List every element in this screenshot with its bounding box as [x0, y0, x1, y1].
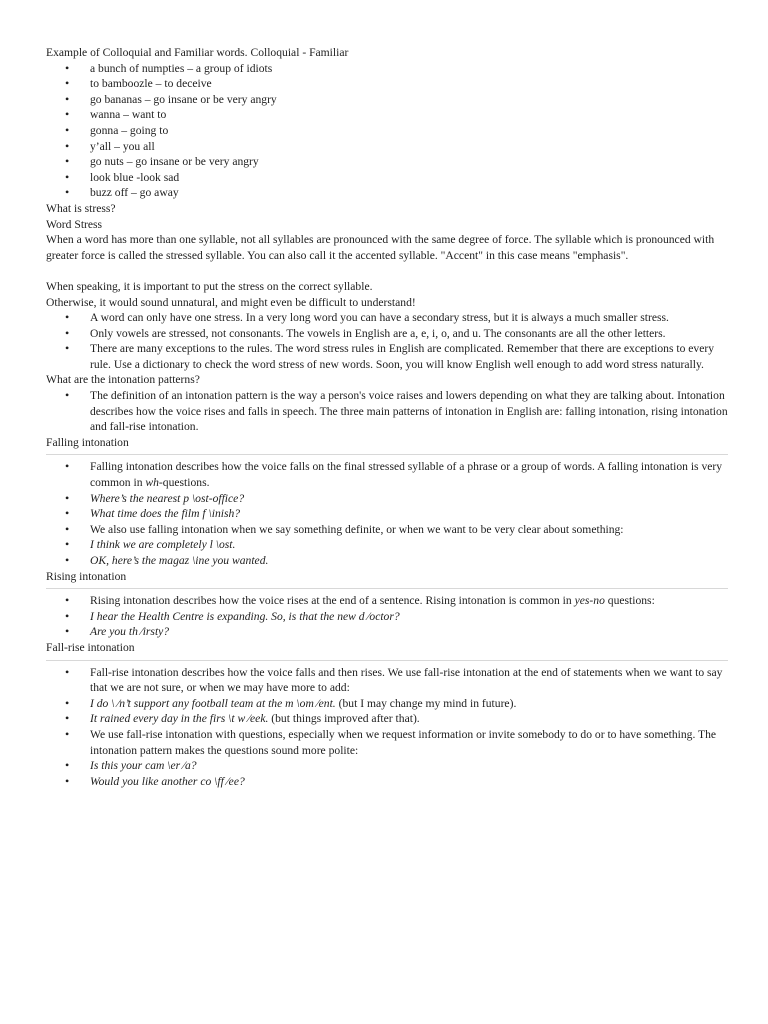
list-item: • Rising intonation describes how the voice rises at the end of a sentence. Rising intonation is common in yes-no questions:	[90, 593, 728, 609]
list-item: • I hear the Health Centre is expanding. So, is that the new d ⁄‍octor?	[90, 609, 728, 625]
section-divider	[46, 588, 728, 589]
list-item: • The definition of an intonation pattern is the way a person's voice raises and lowers depending on what they are talking about. Intonation describes how the voice rises and falls in speech. The three main patterns of intonation in English are: falling intonation, rising intonation and fall-rise intonation.	[90, 388, 728, 435]
list-item: • What time does the film f \inish?	[90, 506, 728, 522]
list-item: • Fall-rise intonation describes how the voice falls and then rises. We use fall-rise intonation at the end of statements when we want to say that we are not sure, or when we may have more to add:	[90, 665, 728, 696]
list-item: • y’all – you all	[90, 139, 728, 155]
intonation-question: What are the intonation patterns?	[46, 373, 200, 387]
stress-rules-list	[46, 310, 728, 372]
list-item: • look blue -look sad	[90, 170, 728, 186]
list-item: • We use fall-rise intonation with questions, especially when we request information or invite somebody to do or to have something. The intonation pattern makes the questions sound more polite:	[90, 727, 728, 758]
list-item: • Is this your cam \er ⁄a?	[90, 758, 728, 774]
word-stress-paragraph: When a word has more than one syllable, not all syllables are pronounced with the same degree of force. The syllable which is pronounced with greater force is called the stressed syllable. You can also call it the accented syllable. "Accent" in this case means "emphasis".	[46, 233, 715, 262]
list-item: • to bamboozle – to deceive	[90, 76, 728, 92]
fall-rise-intonation-list	[46, 665, 728, 790]
stress-question: What is stress?	[46, 201, 116, 215]
list-item: • Would you like another co \ff ⁄ee?	[90, 774, 728, 790]
falling-intonation-list	[46, 459, 728, 568]
list-item: • Only vowels are stressed, not consonants. The vowels in English are a, e, i, o, and u. The consonants are all the other letters.	[90, 326, 728, 342]
list-item: • Are you th ⁄irsty?	[90, 624, 728, 640]
falling-intonation-heading: Falling intonation	[46, 435, 129, 449]
rising-intonation-heading: Rising intonation	[46, 569, 127, 583]
list-item: • OK, here’s the magaz \ine you wanted.	[90, 553, 728, 569]
list-item: • wanna – want to	[90, 107, 728, 123]
intonation-definition-list	[46, 388, 728, 435]
intro-heading: Example of Colloquial and Familiar words. Colloquial - Familiar	[46, 46, 349, 59]
word-stress-heading: Word Stress	[46, 217, 103, 231]
list-item: • go nuts – go insane or be very angry	[90, 154, 728, 170]
fall-rise-intonation-heading: Fall-rise intonation	[46, 640, 135, 654]
list-item: • Where’s the nearest p \ost-office?	[90, 491, 728, 507]
section-divider	[46, 454, 728, 455]
list-item: • We also use falling intonation when we say something definite, or when we want to be very clear about something:	[90, 522, 728, 538]
speaking-line-1: When speaking, it is important to put the stress on the correct syllable.	[46, 279, 373, 293]
list-item: • I do \ ⁄n’t support any football team at the m \om ⁄ent. (but I may change my mind in future).	[90, 696, 728, 712]
list-item: • A word can only have one stress. In a very long word you can have a secondary stress, but it is always a much smaller stress.	[90, 310, 728, 326]
speaking-line-2: Otherwise, it would sound unnatural, and might even be difficult to understand!	[46, 295, 416, 309]
list-item: • a bunch of numpties – a group of idiots	[90, 61, 728, 77]
list-item: • It rained every day in the firs \t w ⁄eek. (but things improved after that).	[90, 711, 728, 727]
list-item: • go bananas – go insane or be very angry	[90, 92, 728, 108]
list-item: • buzz off – go away	[90, 185, 728, 201]
list-item: • I think we are completely l \ost.	[90, 537, 728, 553]
colloquial-list	[46, 61, 728, 201]
list-item: • There are many exceptions to the rules. The word stress rules in English are complicated. Remember that there are exceptions to every rule. Use a dictionary to check the word stress of new words. Soon, you will know English well enough to add word stress naturally.	[90, 341, 728, 372]
list-item: • gonna – going to	[90, 123, 728, 139]
list-item: • Falling intonation describes how the voice falls on the final stressed syllable of a phrase or a group of words. A falling intonation is very common in wh-questions.	[90, 459, 728, 490]
rising-intonation-list	[46, 593, 728, 640]
section-divider	[46, 660, 728, 661]
